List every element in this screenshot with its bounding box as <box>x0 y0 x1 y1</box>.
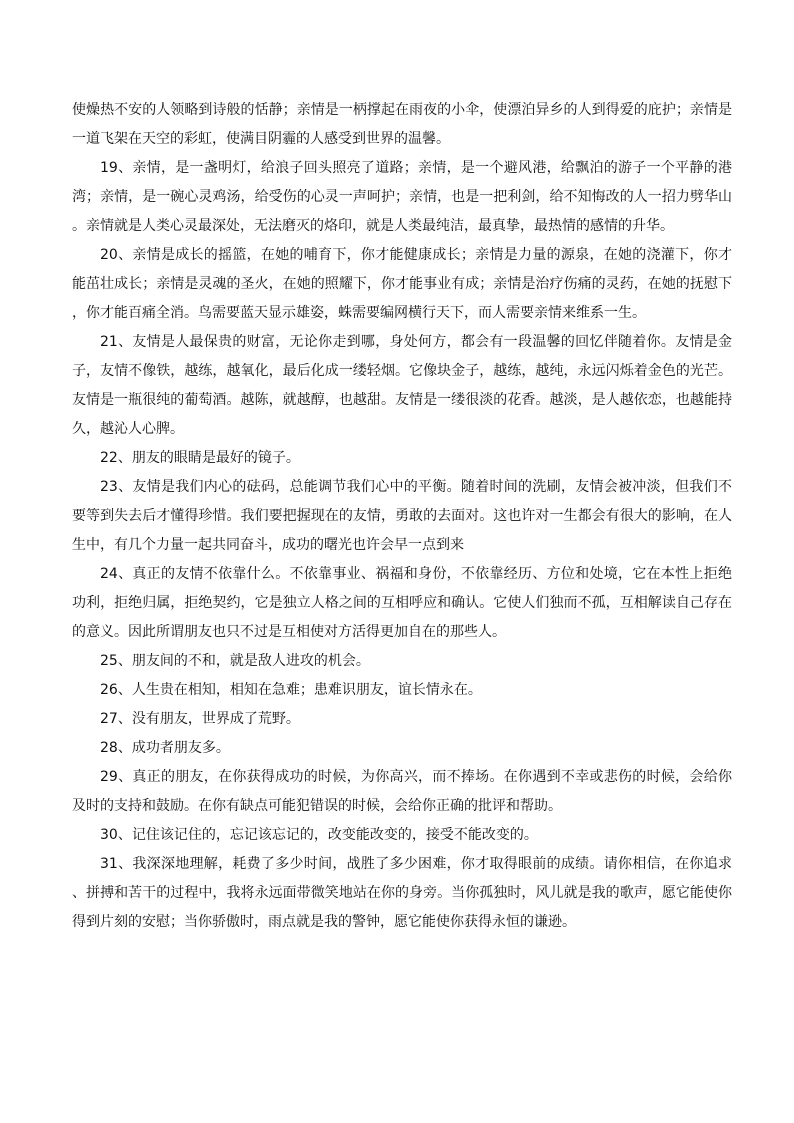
document-page <box>72 96 732 937</box>
paragraph-29: 29、真正的朋友，在你获得成功的时候，为你高兴，而不捧场。在你遇到不幸或悲伤的时候，会给你及时的支持和鼓励。在你有缺点可能犯错误的时候，会给你正确的批评和帮助。 <box>72 769 732 814</box>
paragraph-continuation: 使燥热不安的人领略到诗般的恬静；亲情是一柄撑起在雨夜的小伞，使漂泊异乡的人到得爱的庇护；亲情是一道飞架在天空的彩虹，使满目阴霾的人感受到世界的温馨。 <box>72 102 732 147</box>
paragraph-23: 23、友情是我们内心的砝码，总能调节我们心中的平衡。随着时间的洗刷，友情会被冲淡，但我们不要等到失去后才懂得珍惜。我们要把握现在的友情，勇敢的去面对。这也许对一生都会有很大的影响，在人生中，有几个力量一起共同奋斗，成功的曙光也许会早一点到来 <box>72 479 732 553</box>
paragraph-24: 24、真正的友情不依靠什么。不依靠事业、祸福和身份，不依靠经历、方位和处境，它在本性上拒绝功利，拒绝归属，拒绝契约，它是独立人格之间的互相呼应和确认。它使人们独而不孤，互相解读自己存在的意义。因此所谓朋友也只不过是互相使对方活得更加自在的那些人。 <box>72 566 732 640</box>
paragraph-21: 21、友情是人最保贵的财富，无论你走到哪，身处何方，都会有一段温馨的回忆伴随着你。友情是金子，友情不像铁，越练，越氧化，最后化成一缕轻烟。它像块金子，越练，越纯，永远闪烁着金色的光芒。友情是一瓶很纯的葡萄酒。越陈，就越醇，也越甜。友情是一缕很淡的花香。越淡，是人越依恋，也越能持久，越沁人心脾。 <box>72 334 732 437</box>
paragraph-19: 19、亲情，是一盏明灯，给浪子回头照亮了道路；亲情，是一个避风港，给飘泊的游子一个平静的港湾；亲情，是一碗心灵鸡汤，给受伤的心灵一声呵护；亲情，也是一把利剑，给不知悔改的人一招力劈华山。亲情就是人类心灵最深处，无法磨灭的烙印，就是人类最纯洁，最真挚，最热情的感情的升华。 <box>72 160 732 234</box>
paragraph-28: 28、成功者朋友多。 <box>100 740 230 756</box>
paragraph-25: 25、朋友间的不和，就是敌人进攻的机会。 <box>100 653 370 669</box>
paragraph-22: 22、朋友的眼睛是最好的镜子。 <box>100 450 300 466</box>
paragraph-31: 31、我深深地理解，耗费了多少时间，战胜了多少困难，你才取得眼前的成绩。请你相信，在你追求、拼搏和苦干的过程中，我将永远面带微笑地站在你的身旁。当你孤独时，风儿就是我的歌声，愿它能使你得到片刻的安慰；当你骄傲时，雨点就是我的警钟，愿它能使你获得永恒的谦逊。 <box>72 856 732 930</box>
paragraph-20: 20、亲情是成长的摇篮，在她的哺育下，你才能健康成长；亲情是力量的源泉，在她的浇灌下，你才能茁壮成长；亲情是灵魂的圣火，在她的照耀下，你才能事业有成；亲情是治疗伤痛的灵药，在她的抚慰下，你才能百痛全消。鸟需要蓝天显示雄姿，蛛需要编网横行天下，而人需要亲情来维系一生。 <box>72 247 732 321</box>
paragraph-30: 30、记住该记住的，忘记该忘记的，改变能改变的，接受不能改变的。 <box>100 827 538 843</box>
paragraph-26: 26、人生贵在相知，相知在急难；患难识朋友，谊长情永在。 <box>100 682 482 698</box>
paragraph-27: 27、没有朋友，世界成了荒野。 <box>100 711 300 727</box>
